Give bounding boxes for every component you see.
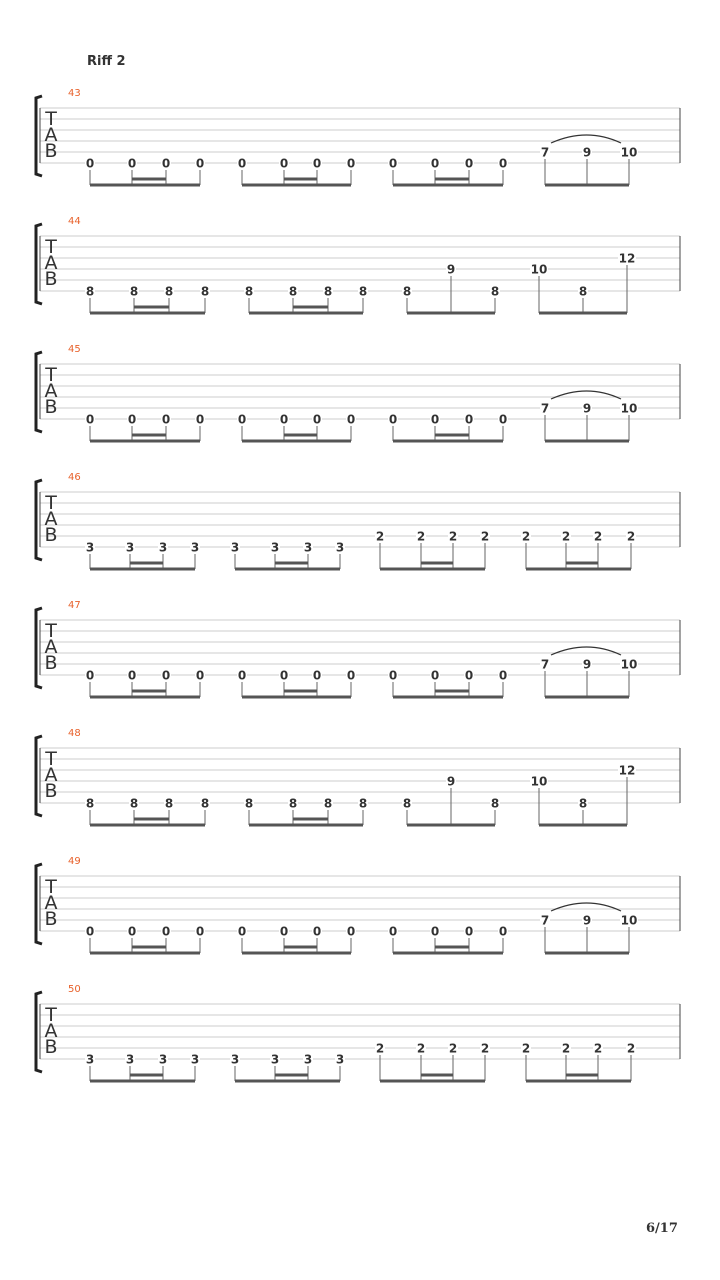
fret-number: 10	[620, 913, 638, 928]
fret-number: 0	[388, 924, 398, 939]
tab-clef-t: T	[45, 1004, 57, 1026]
fret-number: 8	[578, 796, 588, 811]
fret-number: 0	[127, 412, 137, 427]
tab-clef-t: T	[45, 236, 57, 258]
tab-clef-a: A	[44, 508, 58, 530]
fret-number: 3	[230, 540, 240, 555]
fret-number: 0	[161, 924, 171, 939]
fret-number: 9	[582, 657, 592, 672]
fret-number: 3	[158, 540, 168, 555]
fret-number: 3	[190, 1052, 200, 1067]
fret-number: 9	[446, 774, 456, 789]
tab-clef-b: B	[44, 524, 58, 546]
fret-number: 8	[490, 284, 500, 299]
fret-number: 8	[578, 284, 588, 299]
fret-number: 0	[85, 412, 95, 427]
fret-number: 0	[464, 668, 474, 683]
fret-number: 2	[593, 1041, 603, 1056]
fret-number: 8	[164, 284, 174, 299]
fret-number: 0	[279, 412, 289, 427]
fret-number: 8	[244, 796, 254, 811]
fret-number: 12	[618, 251, 636, 266]
fret-number: 8	[323, 284, 333, 299]
fret-number: 0	[346, 668, 356, 683]
hammer-on-tie	[551, 647, 621, 655]
tab-system-47	[36, 600, 680, 697]
fret-number: 0	[127, 668, 137, 683]
fret-number: 0	[464, 156, 474, 171]
fret-number: 8	[358, 284, 368, 299]
fret-number: 0	[312, 924, 322, 939]
fret-number: 0	[346, 924, 356, 939]
fret-number: 0	[430, 156, 440, 171]
fret-number: 2	[626, 529, 636, 544]
fret-number: 2	[561, 1041, 571, 1056]
fret-number: 0	[237, 924, 247, 939]
fret-number: 7	[540, 145, 550, 160]
tab-system-48	[36, 728, 680, 825]
fret-number: 7	[540, 401, 550, 416]
fret-number: 0	[195, 156, 205, 171]
fret-number: 0	[237, 412, 247, 427]
fret-number: 2	[521, 529, 531, 544]
fret-number: 8	[200, 796, 210, 811]
page-number: 6/17	[646, 1221, 678, 1236]
fret-number: 8	[402, 284, 412, 299]
fret-number: 8	[323, 796, 333, 811]
tab-clef-b: B	[44, 140, 58, 162]
fret-number: 0	[498, 156, 508, 171]
fret-number: 2	[480, 529, 490, 544]
fret-number: 0	[312, 668, 322, 683]
tab-clef-t: T	[45, 108, 57, 130]
fret-number: 8	[164, 796, 174, 811]
fret-number: 8	[129, 796, 139, 811]
fret-number: 0	[85, 156, 95, 171]
fret-number: 0	[195, 412, 205, 427]
fret-number: 3	[335, 540, 345, 555]
fret-number: 0	[498, 924, 508, 939]
fret-number: 3	[158, 1052, 168, 1067]
fret-number: 3	[303, 1052, 313, 1067]
fret-number: 0	[312, 412, 322, 427]
fret-number: 2	[593, 529, 603, 544]
fret-number: 8	[402, 796, 412, 811]
fret-number: 0	[161, 412, 171, 427]
measure-number: 48	[68, 728, 81, 739]
fret-number: 3	[230, 1052, 240, 1067]
fret-number: 2	[480, 1041, 490, 1056]
fret-number: 2	[448, 529, 458, 544]
measure-number: 44	[68, 216, 81, 227]
fret-number: 0	[237, 668, 247, 683]
fret-number: 2	[448, 1041, 458, 1056]
fret-number: 0	[161, 156, 171, 171]
fret-number: 0	[85, 924, 95, 939]
fret-number: 8	[244, 284, 254, 299]
measure-number: 43	[68, 88, 81, 99]
fret-number: 3	[270, 1052, 280, 1067]
fret-number: 0	[195, 668, 205, 683]
fret-number: 8	[85, 796, 95, 811]
fret-number: 0	[346, 412, 356, 427]
tab-clef-b: B	[44, 396, 58, 418]
tab-clef-b: B	[44, 780, 58, 802]
fret-number: 9	[582, 913, 592, 928]
fret-number: 10	[530, 774, 548, 789]
measure-number: 45	[68, 344, 81, 355]
fret-number: 0	[464, 924, 474, 939]
fret-number: 7	[540, 913, 550, 928]
tab-clef-t: T	[45, 748, 57, 770]
fret-number: 2	[521, 1041, 531, 1056]
tab-system-49	[36, 856, 680, 953]
fret-number: 0	[279, 156, 289, 171]
fret-number: 0	[127, 156, 137, 171]
fret-number: 0	[430, 412, 440, 427]
fret-number: 3	[335, 1052, 345, 1067]
tab-clef-b: B	[44, 268, 58, 290]
tab-clef-a: A	[44, 252, 58, 274]
hammer-on-tie	[551, 391, 621, 399]
fret-number: 0	[279, 924, 289, 939]
fret-number: 2	[561, 529, 571, 544]
fret-number: 0	[312, 156, 322, 171]
fret-number: 8	[129, 284, 139, 299]
fret-number: 10	[530, 262, 548, 277]
fret-number: 10	[620, 401, 638, 416]
tab-clef-b: B	[44, 908, 58, 930]
fret-number: 8	[288, 796, 298, 811]
tab-clef-a: A	[44, 764, 58, 786]
fret-number: 0	[498, 412, 508, 427]
fret-number: 0	[430, 668, 440, 683]
fret-number: 12	[618, 763, 636, 778]
fret-number: 8	[358, 796, 368, 811]
fret-number: 10	[620, 145, 638, 160]
fret-number: 8	[85, 284, 95, 299]
fret-number: 10	[620, 657, 638, 672]
hammer-on-tie	[551, 135, 621, 143]
fret-number: 0	[498, 668, 508, 683]
tab-clef-b: B	[44, 1036, 58, 1058]
fret-number: 2	[416, 1041, 426, 1056]
tab-clef-t: T	[45, 364, 57, 386]
fret-number: 3	[303, 540, 313, 555]
fret-number: 2	[626, 1041, 636, 1056]
fret-number: 0	[85, 668, 95, 683]
tab-system-46	[36, 472, 680, 569]
fret-number: 3	[125, 540, 135, 555]
measure-number: 49	[68, 856, 81, 867]
tab-clef-a: A	[44, 124, 58, 146]
fret-number: 0	[161, 668, 171, 683]
hammer-on-tie	[551, 903, 621, 911]
fret-number: 8	[490, 796, 500, 811]
tab-clef-a: A	[44, 380, 58, 402]
measure-number: 47	[68, 600, 81, 611]
tab-clef-t: T	[45, 876, 57, 898]
fret-number: 2	[375, 1041, 385, 1056]
fret-number: 0	[464, 412, 474, 427]
tab-clef-t: T	[45, 492, 57, 514]
fret-number: 2	[375, 529, 385, 544]
fret-number: 0	[195, 924, 205, 939]
tab-clef-a: A	[44, 636, 58, 658]
fret-number: 9	[446, 262, 456, 277]
tab-clef-a: A	[44, 1020, 58, 1042]
fret-number: 0	[388, 668, 398, 683]
fret-number: 3	[270, 540, 280, 555]
measure-number: 50	[68, 984, 81, 995]
tab-clef-a: A	[44, 892, 58, 914]
measure-number: 46	[68, 472, 81, 483]
fret-number: 3	[125, 1052, 135, 1067]
fret-number: 0	[388, 412, 398, 427]
fret-number: 0	[237, 156, 247, 171]
tab-system-50	[36, 984, 680, 1081]
tab-clef-t: T	[45, 620, 57, 642]
fret-number: 3	[85, 1052, 95, 1067]
fret-number: 8	[288, 284, 298, 299]
tab-system-43	[36, 88, 680, 185]
fret-number: 0	[279, 668, 289, 683]
section-title: Riff 2	[87, 54, 126, 69]
fret-number: 0	[388, 156, 398, 171]
fret-number: 7	[540, 657, 550, 672]
tab-system-45	[36, 344, 680, 441]
fret-number: 2	[416, 529, 426, 544]
fret-number: 9	[582, 145, 592, 160]
fret-number: 3	[190, 540, 200, 555]
tab-system-44	[36, 216, 680, 313]
fret-number: 9	[582, 401, 592, 416]
fret-number: 3	[85, 540, 95, 555]
fret-number: 0	[430, 924, 440, 939]
fret-number: 8	[200, 284, 210, 299]
fret-number: 0	[346, 156, 356, 171]
tab-clef-b: B	[44, 652, 58, 674]
fret-number: 0	[127, 924, 137, 939]
